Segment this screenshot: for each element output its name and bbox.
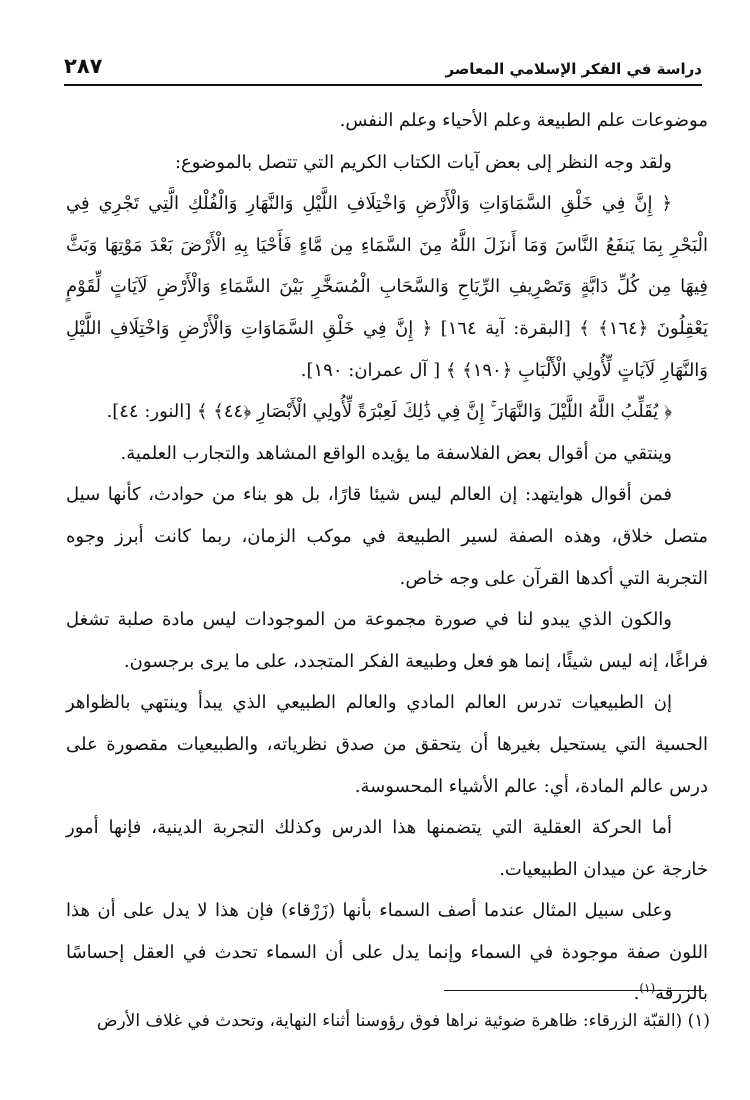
footnote-marker: (١) [639,981,656,996]
paragraph [66,890,708,1015]
paragraph: أما الحركة العقلية التي يتضمنها هذا الدرس وكذلك التجربة الدينية، فإنها أمور خارجة عن ميدان الطبيعيات. [66,817,708,880]
paragraph: ولقد وجه النظر إلى بعض آيات الكتاب الكريم التي تتصل بالموضوع: [174,151,672,173]
paragraph: فمن أقوال هوايتهد: إن العالم ليس شيئا قارًا، بل هو بناء من حوادث، كأنها سيل متصل خلاق، وهذه الصفة لسير الطبيعة في موكب الزمان، ربما كانت أبرز وجوه التجربة التي أكدها القرآن على وجه خاص. [66,484,708,589]
paragraph: وينتقي من أقوال بعض الفلاسفة ما يؤيده الواقع المشاهد والتجارب العلمية. [120,442,672,464]
quran-verse: ﴿ يُقَلِّبُ اللَّهُ اللَّيْلَ وَالنَّهَارَ ۚ إِنَّ فِي ذَٰلِكَ لَعِبْرَةً لِّأُولِي الْأَبْصَارِ ﴿٤٤﴾ ﴾ [النور: ٤٤]. [106,401,672,423]
page-number: ٢٨٧ [64,54,103,78]
footnote: (١) (القبّة الزرقاء: ظاهرة ضوئية نراها فوق رؤوسنا أثناء النهاية، وتحدث في غلاف الأرض [96,1011,710,1031]
running-title: دراسة في الفكر الإسلامي المعاصر [445,60,702,78]
paragraph-text: وعلى سبيل المثال عندما أصف السماء بأنها (زَرْقاء) فإن هذا لا يدل على أن هذا اللون صفة موجودة في السماء وإنما يدل على أن السماء تحدث في العقل إحساسًا بالزرقة [66,900,708,1005]
paragraph: إن الطبيعيات تدرس العالم المادي والعالم الطبيعي الذي يبدأ وينتهي بالظواهر الحسية التي يستحيل بغيرها أن يتحقق من صدق نظرياته، والطبيعيات مقصورة على درس عالم المادة، أي: عالم الأشياء المحسوسة. [66,692,708,797]
paragraph: والكون الذي يبدو لنا في صورة مجموعة من الموجودات ليس مادة صلبة تشغل فراغًا، إنه ليس شيئًا، إنما هو فعل وطبيعة الفكر المتجدد، على ما يرى برجسون. [66,609,708,672]
paragraph-end: . [633,983,640,1005]
header-rule [64,84,702,86]
paragraph: موضوعات علم الطبيعة وعلم الأحياء وعلم النفس. [339,110,708,131]
page-header [64,52,702,82]
main-text [66,100,708,1015]
quran-verse: ﴿ إِنَّ فِي خَلْقِ السَّمَاوَاتِ وَالْأَرْضِ وَاخْتِلَافِ اللَّيْلِ وَالنَّهَارِ وَالْفُلْكِ الَّتِي تَجْرِي فِي الْبَحْرِ بِمَا يَنفَعُ النَّاسَ وَمَا أَنزَلَ اللَّهُ مِنَ السَّمَاءِ مِن مَّاءٍ فَأَحْيَا بِهِ الْأَرْضَ بَعْدَ مَوْتِهَا وَبَثَّ فِيهَا مِن كُلِّ دَابَّةٍ وَتَصْرِيفِ الرِّيَاحِ وَالسَّحَابِ الْمُسَخَّرِ بَيْنَ السَّمَاءِ وَالْأَرْضِ لَآيَاتٍ لِّقَوْمٍ يَعْقِلُونَ ﴿١٦٤﴾ ﴾ [البقرة: آية ١٦٤] ﴿ إِنَّ فِي خَلْقِ السَّمَاوَاتِ وَالْأَرْضِ وَاخْتِلَافِ اللَّيْلِ وَالنَّهَارِ لَآيَاتٍ لِّأُولِي الْأَلْبَابِ ﴿١٩٠﴾ ﴾ [ آل عمران: ١٩٠]. [66,193,708,381]
footnote-rule [444,990,704,991]
